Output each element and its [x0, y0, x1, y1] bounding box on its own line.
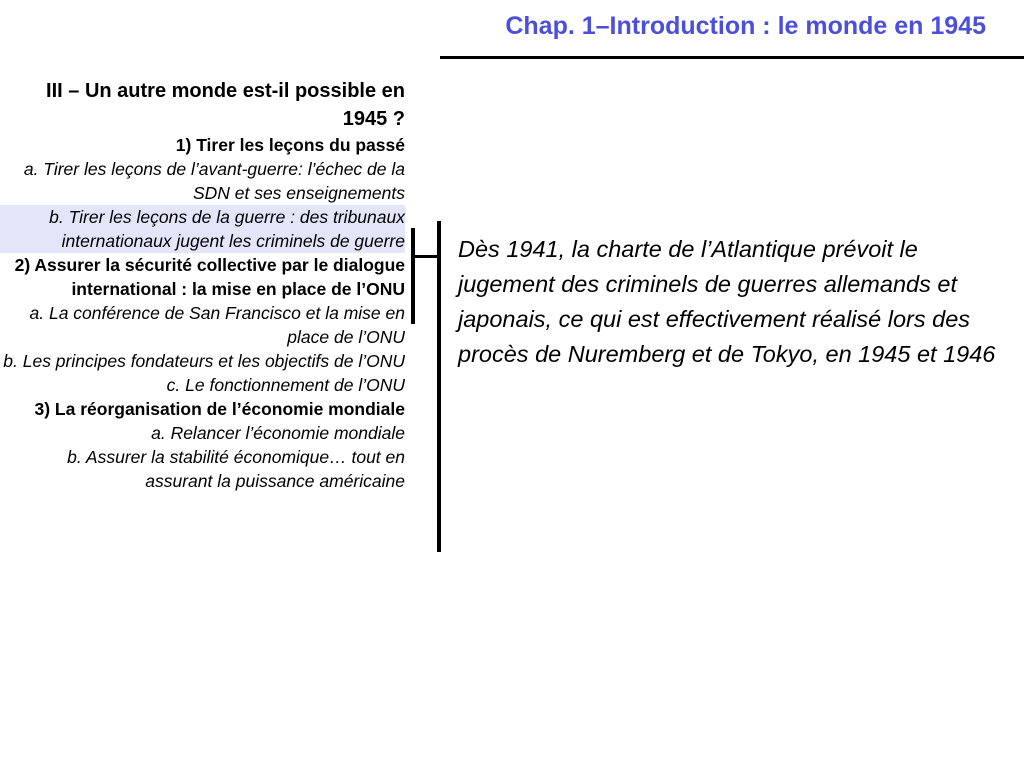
section-1-item-a: a. Tirer les leçons de l’avant-guerre: l’échec de la SDN et ses enseignements: [23, 159, 405, 203]
section-2-title: 2) Assurer la sécurité collective par le dialogue international : la mise en place de l’ONU: [14, 255, 405, 299]
section-2-item-c: c. Le fonctionnement de l’ONU: [166, 375, 405, 395]
detail-text: Dès 1941, la charte de l’Atlantique prévoit le jugement des criminels de guerres allemands et japonais, ce qui est effectivement réalisé lors des procès de Nuremberg et de Tokyo, en 1945 et 1946: [458, 236, 996, 367]
section-2-item-b: b. Les principes fondateurs et les objectifs de l’ONU: [3, 351, 405, 371]
outline-heading: III – Un autre monde est-il possible en 1945 ?: [46, 80, 405, 130]
bracket-highlight-bar: [411, 228, 415, 324]
bracket-vertical-line: [437, 221, 441, 552]
section-3-item-a: a. Relancer l’économie mondiale: [151, 423, 405, 443]
section-3-item-b: b. Assurer la stabilité économique… tout en assurant la puissance américaine: [67, 447, 405, 491]
section-2-item-a: a. La conférence de San Francisco et la mise en place de l’ONU: [29, 303, 405, 347]
title-underline: [440, 56, 1024, 59]
section-3-title: 3) La réorganisation de l’économie mondiale: [34, 399, 405, 419]
outline-panel: [0, 77, 405, 493]
bracket-connector: [414, 255, 438, 258]
section-1-title: 1) Tirer les leçons du passé: [175, 135, 405, 155]
slide-title: Chap. 1–Introduction : le monde en 1945: [505, 12, 986, 40]
section-1-item-b-highlighted: b. Tirer les leçons de la guerre : des tribunaux internationaux jugent les criminels de guerre: [0, 205, 405, 253]
